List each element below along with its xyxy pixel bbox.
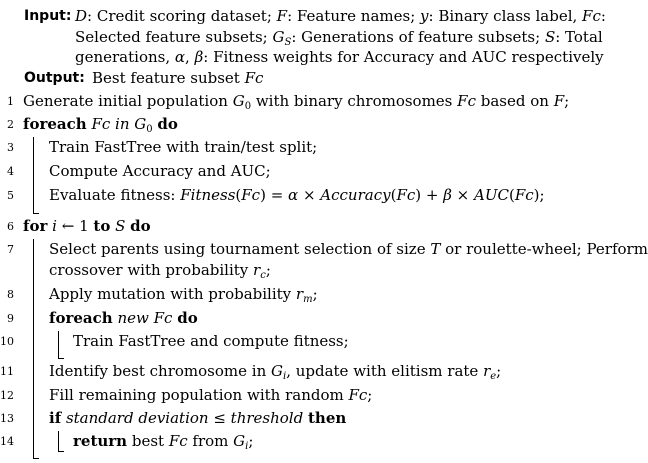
line-text: for i ← 1 to S do (23, 217, 151, 235)
line-text: Fill remaining population with random Fc; (49, 386, 373, 404)
for-block-end (33, 458, 39, 459)
if-block-bar (58, 431, 59, 451)
line-text: foreach new Fc do (49, 309, 198, 327)
line-number: 4 (7, 165, 14, 178)
inner-foreach-end (58, 358, 64, 359)
line-text: return best Fc from $G_i$; (73, 432, 254, 452)
output-label: Output: (24, 70, 85, 86)
line-number: 12 (0, 389, 14, 402)
inner-foreach-bar (58, 331, 59, 358)
line-text: Select parents using tournament selection of size T or roulette-wheel; Perform (49, 240, 648, 258)
line-number: 1 (7, 95, 14, 108)
if-block-end (58, 451, 64, 452)
line-number: 8 (7, 288, 14, 301)
input-text-3: generations, α, β: Fitness weights for Accuracy and AUC respectively (75, 48, 604, 66)
line-number: 11 (0, 365, 14, 378)
line-number: 10 (0, 335, 14, 348)
line-number: 9 (7, 312, 14, 325)
output-text: Best feature subset Fc (92, 69, 264, 87)
line-number: 6 (7, 220, 14, 233)
line-text: Evaluate fitness: Fitness(Fc) = α × Accuracy(Fc) + β × AUC(Fc); (49, 186, 545, 204)
line-number: 14 (0, 435, 14, 448)
line-number: 5 (7, 189, 14, 202)
line-text: Compute Accuracy and AUC; (49, 162, 271, 180)
line-number: 13 (0, 412, 14, 425)
line-text: Train FastTree with train/test split; (49, 138, 318, 156)
line-text: if standard deviation ≤ threshold then (49, 409, 347, 427)
line-number: 2 (7, 118, 14, 131)
input-text-2: Selected feature subsets; $G_S$: Generations of feature subsets; S: Total (75, 28, 603, 48)
line-text: Train FastTree and compute fitness; (73, 332, 349, 350)
line-number: 7 (7, 243, 14, 256)
foreach-block-end (33, 213, 39, 214)
for-block-bar (33, 239, 34, 458)
input-label: Input: (24, 8, 72, 24)
foreach-block-bar (33, 137, 34, 213)
line-text: Apply mutation with probability $r_m$; (49, 285, 318, 305)
line-text: Identify best chromosome in $G_i$, update with elitism rate $r_e$; (49, 362, 502, 382)
line-text: crossover with probability $r_c$; (49, 261, 271, 281)
line-text: Generate initial population $G_0$ with binary chromosomes Fc based on F; (23, 92, 570, 112)
input-text-1: D: Credit scoring dataset; F: Feature names; y: Binary class label, Fc: (75, 7, 606, 25)
line-number: 3 (7, 141, 14, 154)
line-text: foreach Fc in $G_0$ do (23, 115, 178, 135)
